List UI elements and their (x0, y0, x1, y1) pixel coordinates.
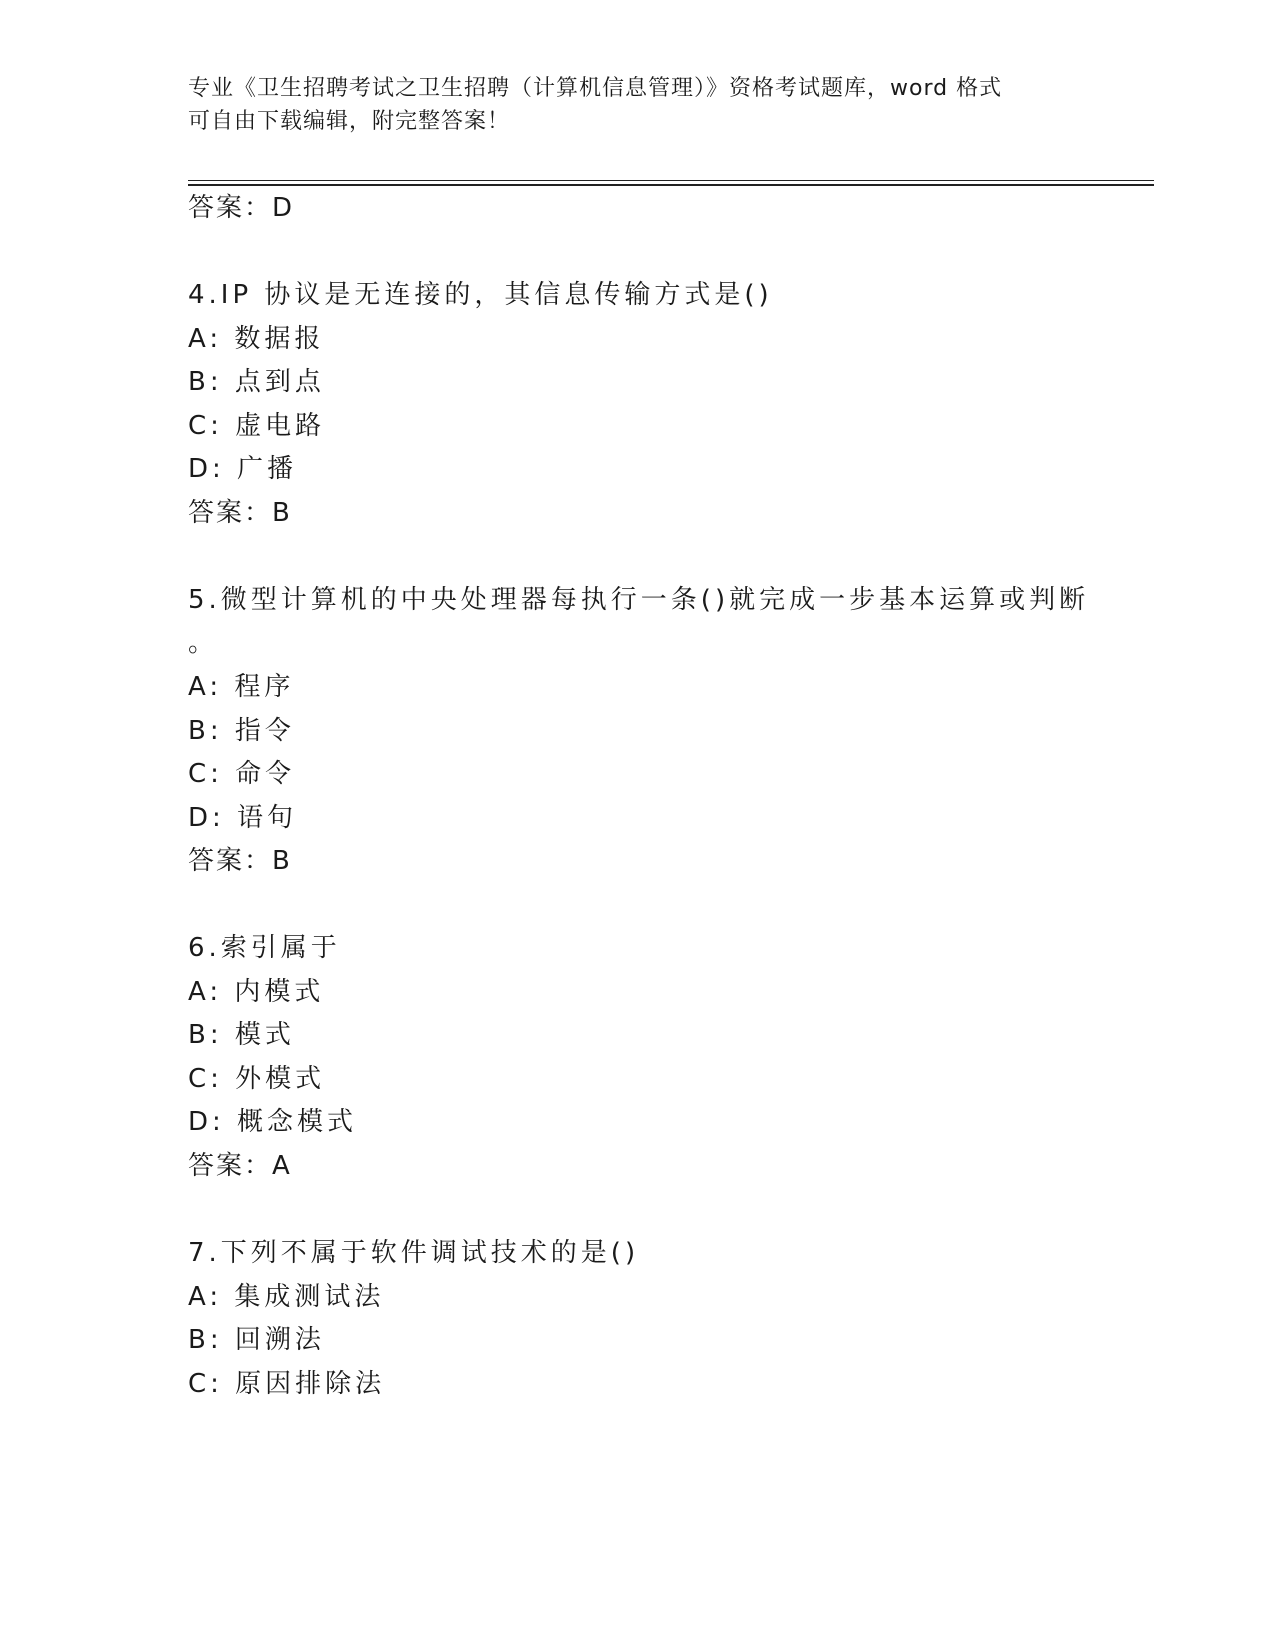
question-6-option-b: B: 模式 (188, 1020, 295, 1050)
question-5-option-d: D: 语句 (188, 803, 298, 833)
header-divider-thin (188, 180, 1154, 181)
question-6-answer: 答案：A (188, 1151, 292, 1181)
header-line-2: 可自由下载编辑，附完整答案！ (188, 109, 511, 134)
question-5-option-c: C: 命令 (188, 759, 296, 789)
document-header (188, 72, 1068, 138)
question-5-answer: 答案：B (188, 846, 292, 876)
header-divider-thick (188, 184, 1154, 186)
question-6-option-a: A: 内模式 (188, 977, 325, 1007)
question-4-option-c: C: 虚电路 (188, 411, 326, 441)
question-5-option-b: B: 指令 (188, 716, 295, 746)
question-4-option-d: D: 广播 (188, 454, 298, 484)
question-6-option-c: C: 外模式 (188, 1064, 326, 1094)
question-7-option-a: A: 集成测试法 (188, 1282, 385, 1312)
question-6-stem: 6.索引属于 (188, 933, 341, 963)
question-7-option-b: B: 回溯法 (188, 1325, 325, 1355)
question-6-option-d: D: 概念模式 (188, 1107, 358, 1137)
question-4-stem: 4.IP 协议是无连接的，其信息传输方式是() (188, 280, 773, 310)
question-4-option-a: A: 数据报 (188, 324, 325, 354)
header-line-1: 专业《卫生招聘考试之卫生招聘（计算机信息管理）》资格考试题库，word 格式 (188, 76, 1003, 101)
question-4-answer: 答案：B (188, 498, 292, 528)
question-7-stem: 7.下列不属于软件调试技术的是() (188, 1238, 640, 1268)
question-5-stem-line-2: 。 (188, 628, 219, 658)
question-4-option-b: B: 点到点 (188, 367, 325, 397)
question-7-option-c: C: 原因排除法 (188, 1369, 386, 1399)
question-5-option-a: A: 程序 (188, 672, 295, 702)
previous-answer: 答案：D (188, 193, 295, 223)
question-5-stem-line-1: 5.微型计算机的中央处理器每执行一条()就完成一步基本运算或判断 (188, 585, 1090, 615)
